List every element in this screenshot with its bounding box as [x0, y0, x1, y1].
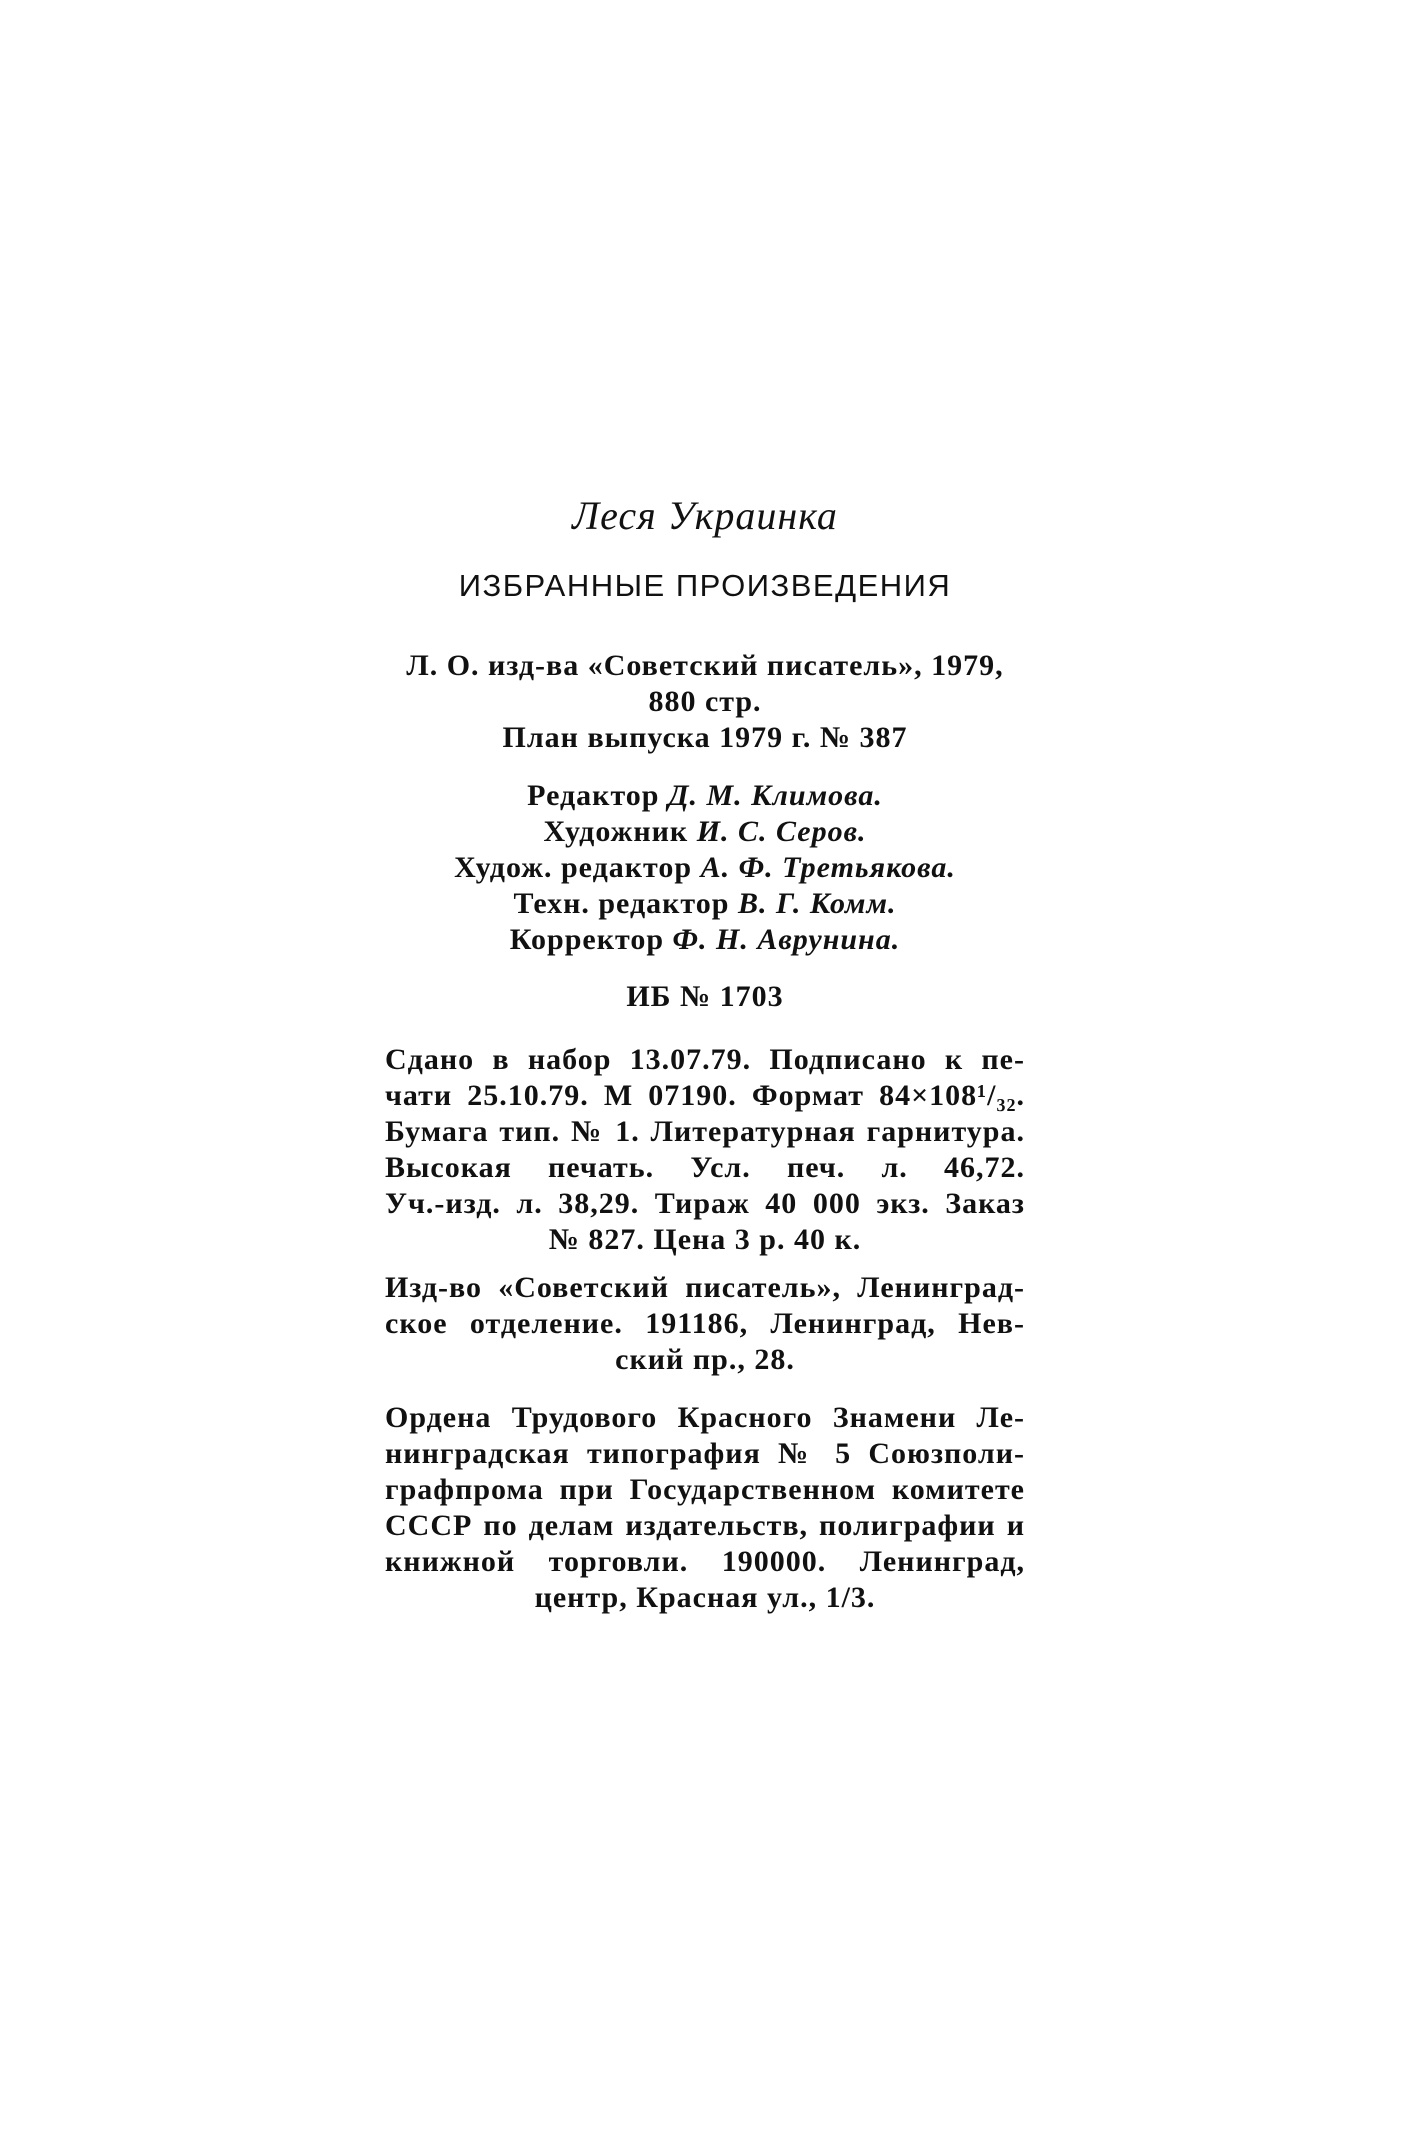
paragraph-line: Бумага тип. № 1. Литературная гарнитура.: [385, 1115, 1025, 1148]
paragraph-line: Ордена Трудового Красного Знамени Ле-: [385, 1401, 1025, 1434]
credit-name: И. С. Серов.: [696, 815, 867, 848]
paragraph-line: Изд-во «Советский писатель», Ленинград-: [385, 1271, 1025, 1304]
credit-role: Корректор: [509, 923, 665, 956]
credit-name: Д. М. Климова.: [667, 779, 883, 812]
paragraph-line: ский пр., 28.: [615, 1343, 795, 1376]
credit-name: В. Г. Комм.: [737, 887, 897, 920]
credit-name: Ф. Н. Аврунина.: [672, 923, 901, 956]
ib-number: ИБ № 1703: [626, 980, 784, 1013]
paragraph-line: нинградская типография № 5 Союзполи-: [385, 1437, 1025, 1470]
printer-paragraph: [385, 1400, 1025, 1616]
author-name: Леся Украинка: [572, 493, 838, 538]
print-info-paragraph: [385, 1042, 1025, 1258]
credit-tech-editor: [385, 886, 1025, 922]
credit-art-editor: [385, 850, 1025, 886]
credit-editor: [385, 778, 1025, 814]
paragraph-line: Высокая печать. Усл. печ. л. 46,72.: [385, 1151, 1025, 1184]
paragraph-line: чати 25.10.79. М 07190. Формат 84×108¹/₃₂.: [385, 1079, 1025, 1112]
book-title: ИЗБРАННЫЕ ПРОИЗВЕДЕНИЯ: [458, 568, 952, 603]
credit-role: Худож. редактор: [454, 851, 693, 884]
paragraph-line: центр, Красная ул., 1/3.: [534, 1581, 876, 1614]
imprint-block: [385, 648, 1025, 756]
paragraph-line: графпрома при Государственном комитете: [385, 1473, 1025, 1506]
imprint-line: Л. О. изд-ва «Советский писатель», 1979,: [406, 649, 1004, 682]
credit-role: Художник: [543, 815, 689, 848]
credit-role: Редактор: [527, 779, 660, 812]
paragraph-line: ское отделение. 191186, Ленинград, Нев-: [385, 1307, 1025, 1340]
paragraph-line: № 827. Цена 3 р. 40 к.: [548, 1223, 862, 1256]
paragraph-line: книжной торговли. 190000. Ленинград,: [385, 1545, 1025, 1578]
staff-credits: [385, 778, 1025, 958]
credit-name: А. Ф. Третьякова.: [700, 851, 956, 884]
credit-role: Техн. редактор: [513, 887, 730, 920]
credit-proofreader: [385, 922, 1025, 958]
paragraph-line: СССР по делам издательств, полиграфии и: [385, 1509, 1025, 1542]
paragraph-line: Сдано в набор 13.07.79. Подписано к пе-: [385, 1043, 1025, 1076]
imprint-line: 880 стр.: [648, 685, 762, 718]
paragraph-line: Уч.-изд. л. 38,29. Тираж 40 000 экз. Заказ: [385, 1187, 1025, 1220]
imprint-line: План выпуска 1979 г. № 387: [502, 721, 908, 754]
publisher-paragraph: [385, 1270, 1025, 1378]
credit-artist: [385, 814, 1025, 850]
